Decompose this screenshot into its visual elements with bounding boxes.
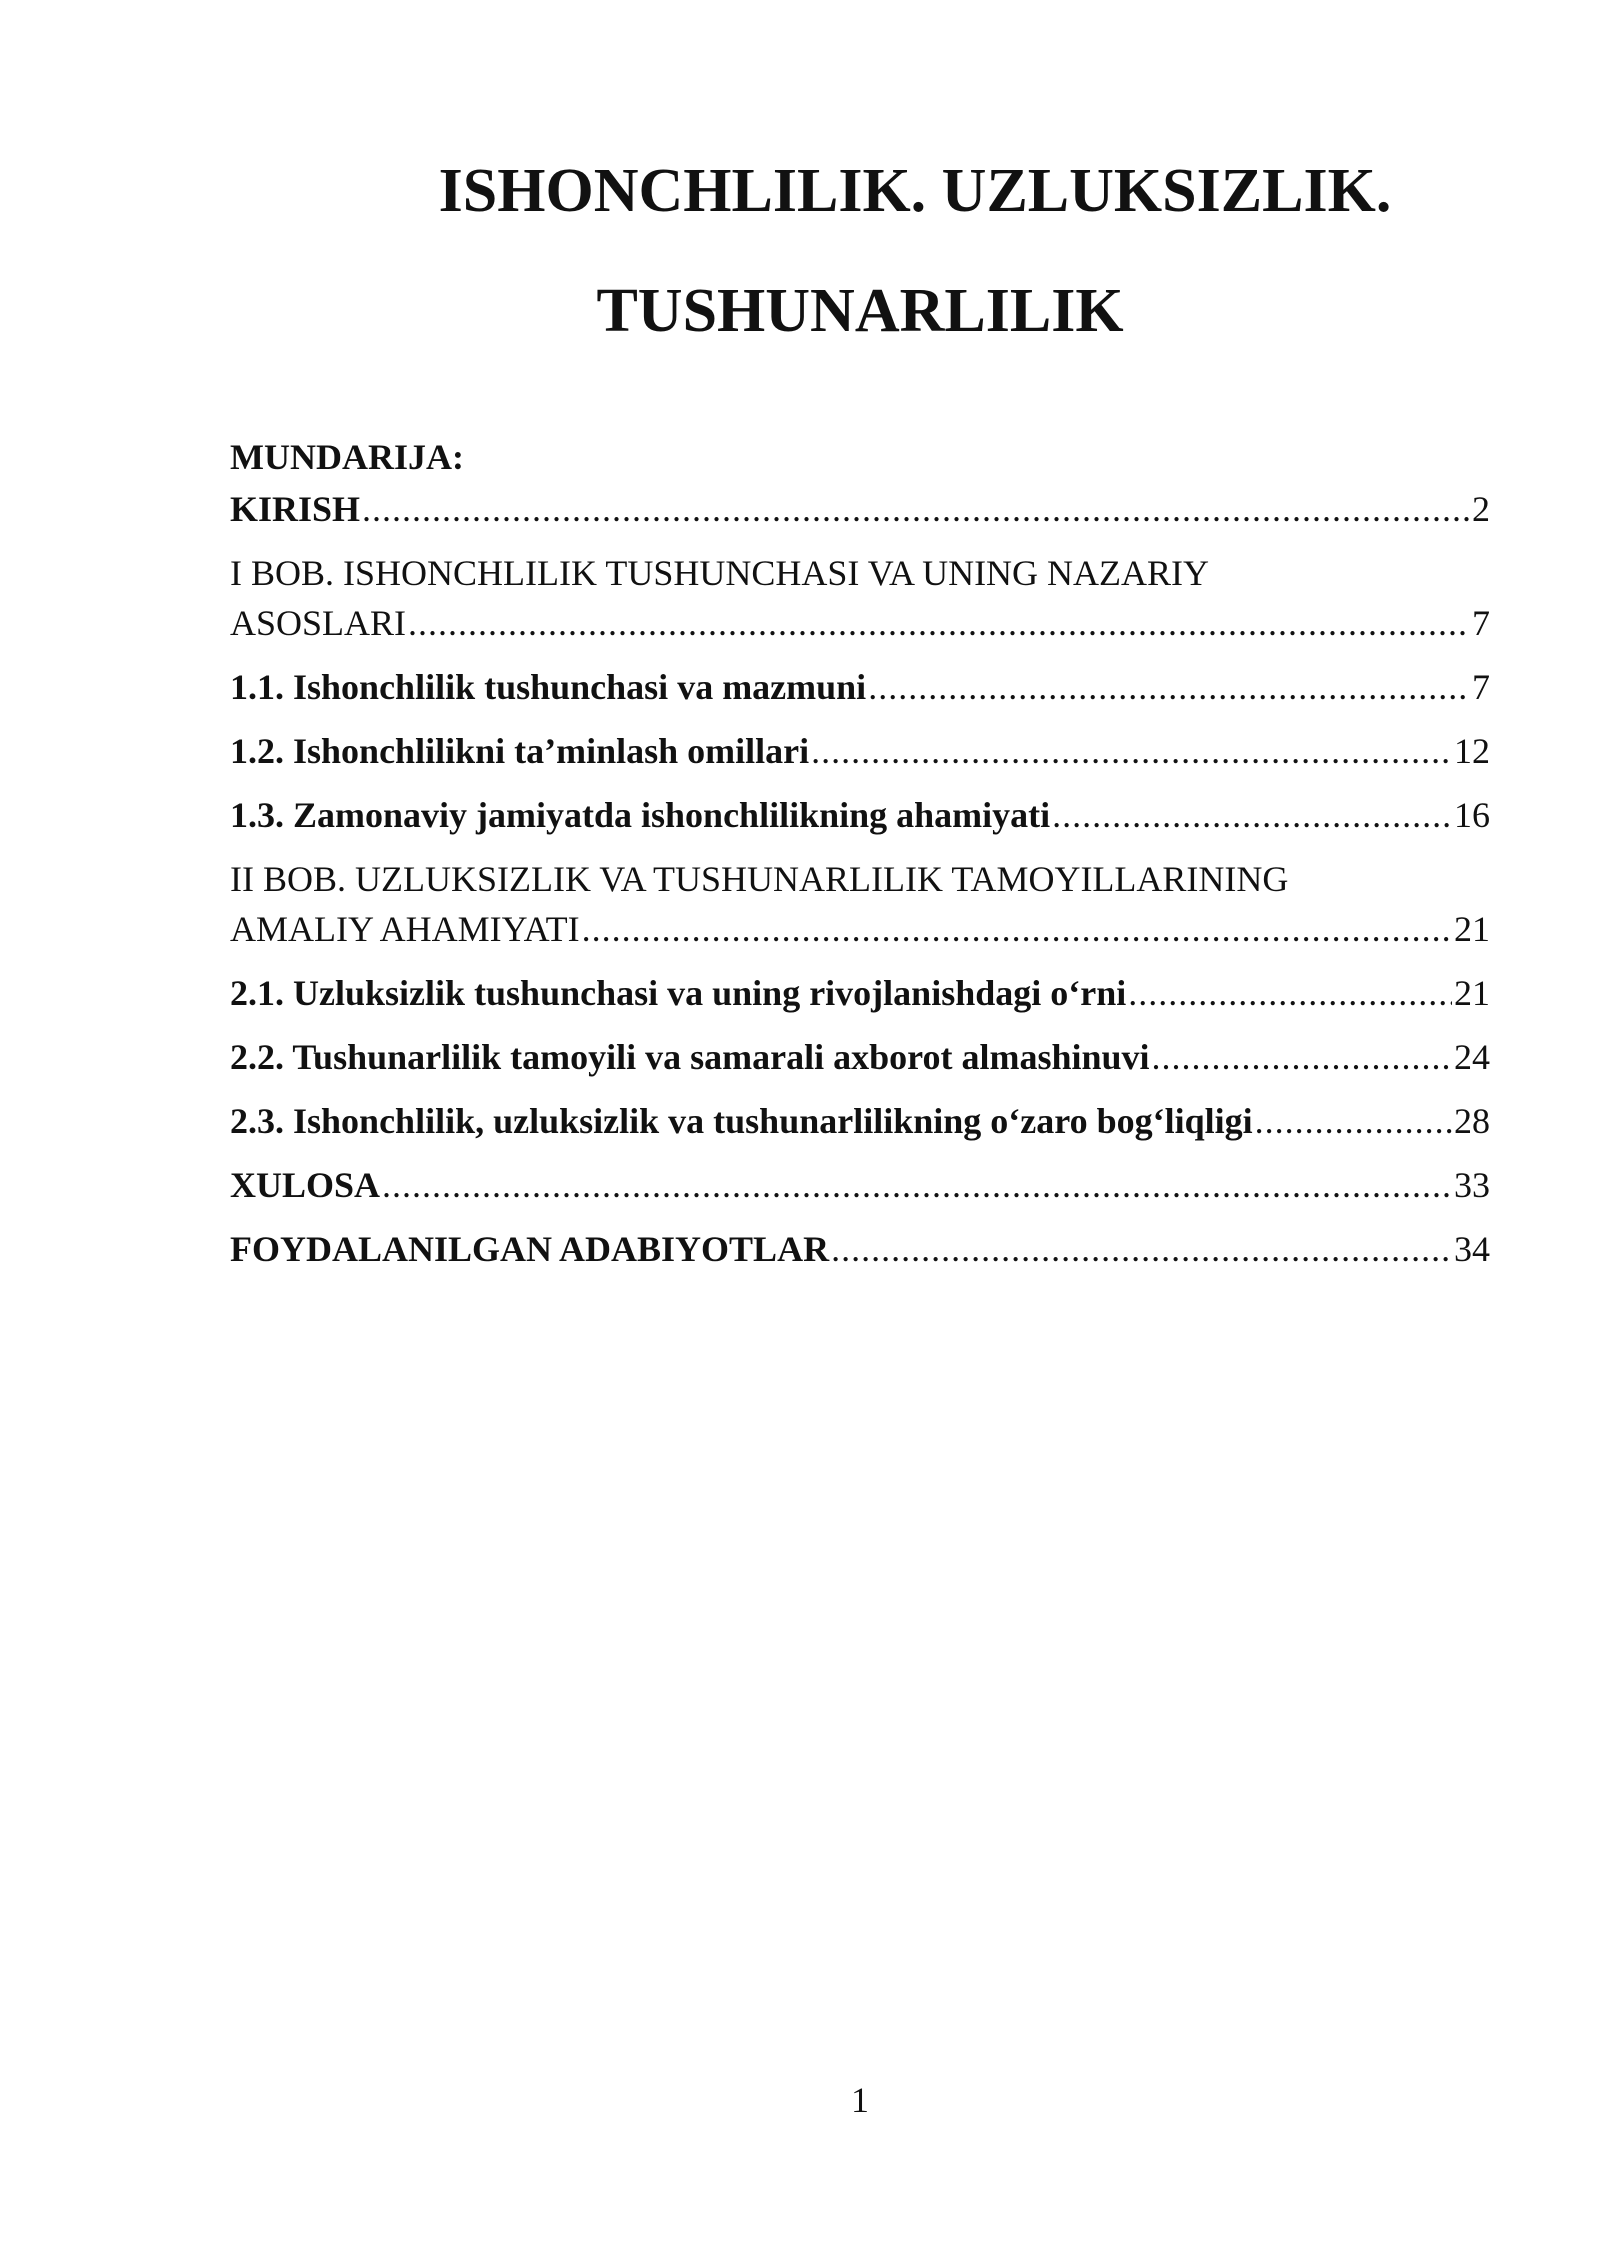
toc-entry-label: 2.2. Tushunarlilik tamoyili va samarali axborot almashinuvi: [230, 1037, 1150, 1077]
toc-entry-label: FOYDALANILGAN ADABIYOTLAR: [230, 1229, 830, 1269]
toc-entry-label: 1.1. Ishonchlilik tushunchasi va mazmuni: [230, 667, 867, 707]
toc-entry-line: [230, 1032, 1490, 1082]
page-number: 1: [851, 2080, 869, 2120]
toc-entry-chapter-2[interactable]: [230, 854, 1490, 954]
toc-entry-label: 1.2. Ishonchlilikni ta’minlash omillari: [230, 731, 810, 771]
toc-entry-page: 21: [1454, 909, 1490, 949]
document-title-line-1: ISHONCHLILIK. UZLUKSIZLIK.: [438, 157, 1392, 225]
toc-entry-page: 33: [1454, 1165, 1490, 1205]
toc-dot-leader: [1128, 968, 1452, 1018]
toc-entry-section-1-3[interactable]: [230, 790, 1490, 840]
toc-entry-line: [230, 484, 1490, 534]
toc-dot-leader: [362, 484, 1470, 534]
toc-entry-line: [230, 1096, 1490, 1146]
toc-entry-page: 34: [1454, 1229, 1490, 1269]
toc-entry-line: [230, 968, 1490, 1018]
toc-dot-leader: [582, 904, 1452, 954]
toc-entry-line: [230, 1160, 1490, 1210]
toc-dot-leader: [382, 1160, 1452, 1210]
toc-entry-line: [230, 726, 1490, 776]
toc-entry-references[interactable]: [230, 1224, 1490, 1274]
toc-entry-label: KIRISH: [230, 489, 361, 529]
toc-entry-page: 21: [1454, 973, 1490, 1013]
toc-entry-line: [230, 790, 1490, 840]
toc-heading: MUNDARIJA:: [230, 437, 464, 477]
toc-entry-label: 2.1. Uzluksizlik tushunchasi va uning rivojlanishdagi o‘rni: [230, 973, 1127, 1013]
toc-entry-section-1-2[interactable]: [230, 726, 1490, 776]
toc-dot-leader: [1052, 790, 1452, 840]
toc-entry-kirish[interactable]: [230, 484, 1490, 534]
toc-entry-page: 28: [1454, 1101, 1490, 1141]
document-title-line-2: TUSHUNARLILIK: [596, 277, 1124, 345]
toc-entry-page: 7: [1472, 603, 1490, 643]
toc-entry-line: [230, 904, 1490, 954]
toc-entry-line: [230, 598, 1490, 648]
toc-entry-section-2-3[interactable]: [230, 1096, 1490, 1146]
toc-dot-leader: [868, 662, 1470, 712]
toc-entry-page: 24: [1454, 1037, 1490, 1077]
toc-dot-leader: [408, 598, 1470, 648]
toc-entry-section-1-1[interactable]: [230, 662, 1490, 712]
toc-entry-label: 2.3. Ishonchlilik, uzluksizlik va tushunarlilikning o‘zaro bog‘liqligi: [230, 1101, 1253, 1141]
toc-entry-page: 12: [1454, 731, 1490, 771]
toc-entry-label-line-1: II BOB. UZLUKSIZLIK VA TUSHUNARLILIK TAMOYILLARINING: [230, 859, 1289, 899]
toc-entry-line: [230, 1224, 1490, 1274]
toc-dot-leader: [1255, 1096, 1452, 1146]
toc-entry-page: 7: [1472, 667, 1490, 707]
toc-entry-label: ASOSLARI: [230, 603, 407, 643]
toc-entry-page: 2: [1472, 489, 1490, 529]
toc-entry-page: 16: [1454, 795, 1490, 835]
toc-entry-label: XULOSA: [230, 1165, 381, 1205]
toc-dot-leader: [1152, 1032, 1452, 1082]
toc-dot-leader: [811, 726, 1452, 776]
toc-entry-chapter-1[interactable]: [230, 548, 1490, 648]
toc-entry-line: [230, 662, 1490, 712]
toc-entry-label: AMALIY AHAMIYATI: [230, 909, 580, 949]
toc-dot-leader: [831, 1224, 1452, 1274]
toc-entry-xulosa[interactable]: [230, 1160, 1490, 1210]
toc-entry-label-line-1: I BOB. ISHONCHLILIK TUSHUNCHASI VA UNING NAZARIY: [230, 553, 1210, 593]
toc-entry-section-2-2[interactable]: [230, 1032, 1490, 1082]
toc-entry-section-2-1[interactable]: [230, 968, 1490, 1018]
table-of-contents: [230, 430, 1490, 1288]
toc-entry-label: 1.3. Zamonaviy jamiyatda ishonchlilikning ahamiyati: [230, 795, 1051, 835]
